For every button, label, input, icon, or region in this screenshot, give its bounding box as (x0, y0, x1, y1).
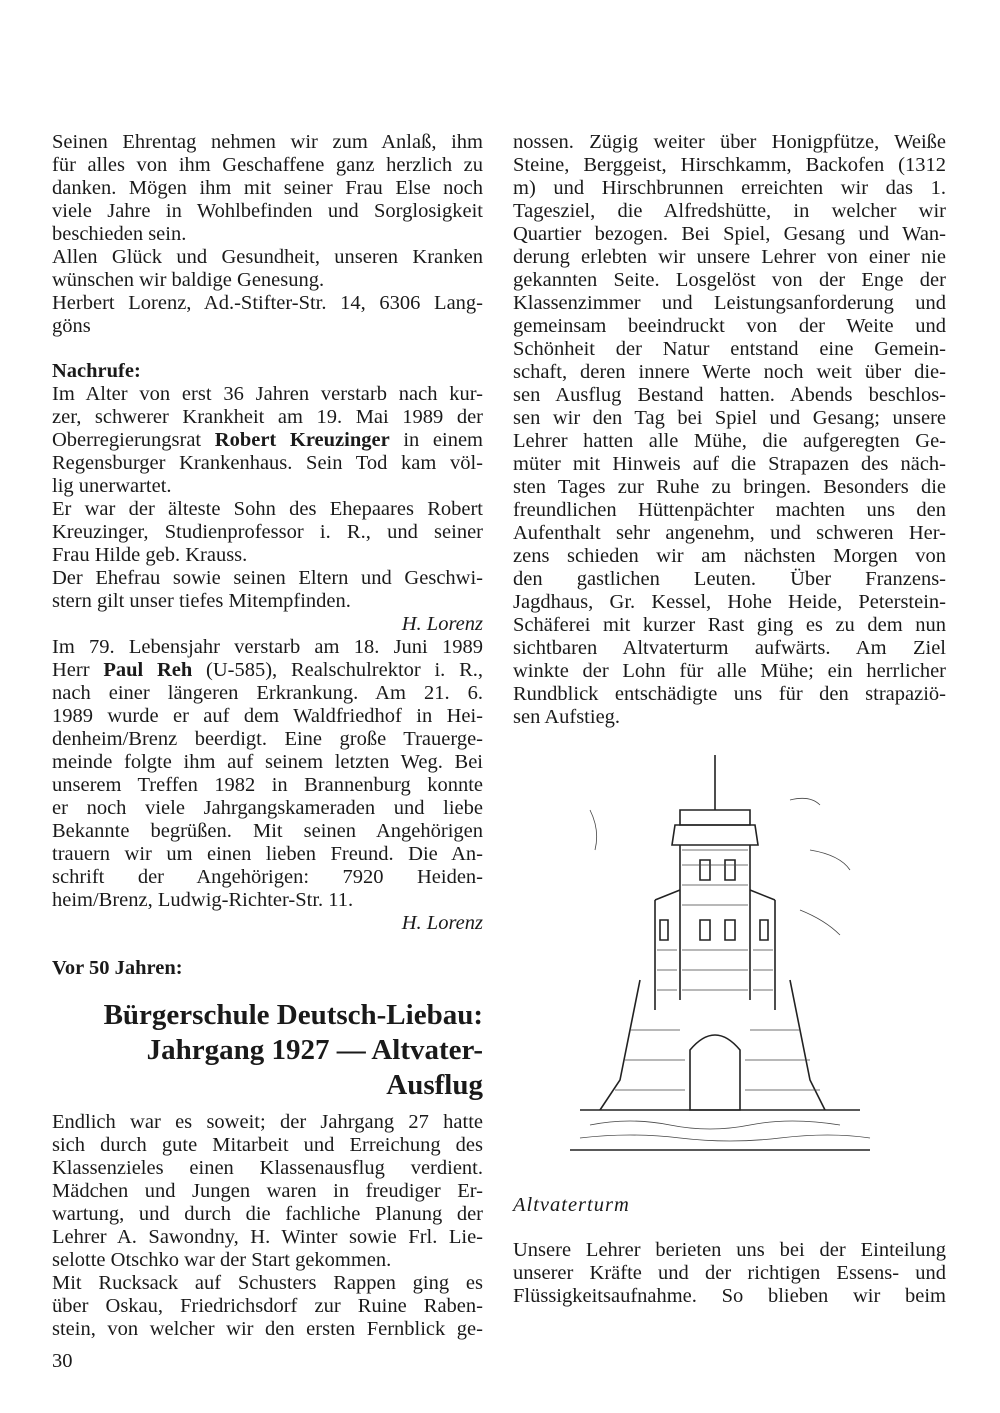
text-line: Rundblick entschädigte uns für den strapaziö- (513, 683, 946, 705)
text-segment: (U-585), Realschulrektor i. R., (192, 659, 483, 681)
article-title-line: Bürgerschule Deutsch-Liebau: (103, 999, 483, 1031)
paragraph (52, 131, 483, 246)
paragraph (52, 246, 483, 292)
text-line: Der Ehefrau sowie seinen Eltern und Geschwi- (52, 567, 483, 589)
paragraph (52, 383, 483, 498)
text-line: Tagesziel, die Alfredshütte, in welcher wir (513, 200, 946, 222)
text-line: Seinen Ehrentag nehmen wir zum Anlaß, ihm (52, 131, 483, 153)
text-line (52, 659, 483, 682)
text-line: m) und Hirschbrunnen erreichten wir das 1. (513, 177, 946, 199)
text-line: Jagdhaus, Gr. Kessel, Hohe Heide, Peterstein- (513, 591, 946, 613)
text-line: heim/Brenz, Ludwig-Richter-Str. 11. (52, 889, 354, 911)
right-column-bottom (513, 1239, 946, 1308)
text-line: winkte der Lohn für alle Mühe; ein herrlicher (513, 660, 946, 682)
text-line: viele Jahre in Wohlbefinden und Sorglosigkeit (52, 200, 483, 222)
figure-caption: Altvaterturm (513, 1194, 630, 1216)
person-name: Robert Kreuzinger (214, 429, 390, 451)
text-line: schaft, deren innere Werte noch weit über die- (513, 361, 946, 383)
text-line: Lehrer A. Sawondny, H. Winter sowie Frl. Lie- (52, 1226, 483, 1248)
text-line: er noch viele Jahrgangskameraden und liebe (52, 797, 483, 819)
section-heading: Vor 50 Jahren: (52, 957, 183, 979)
spacer (52, 935, 483, 957)
text-line: göns (52, 315, 91, 337)
text-line: Bekannte begrüßen. Mit seinen Angehörigen (52, 820, 483, 842)
text-line: Aufenthalt sehr angenehm, und schweren Her- (513, 522, 946, 544)
text-line: Herbert Lorenz, Ad.-Stifter-Str. 14, 6306 Lang- (52, 292, 483, 314)
paragraph (52, 1272, 483, 1341)
text-line: danken. Mögen ihm mit seiner Frau Else noch (52, 177, 483, 199)
text-line: Schäferei mit kurzer Rast ging es zu dem nun (513, 614, 946, 636)
spacer (52, 338, 483, 360)
text-line: Schönheit der Natur entstand eine Gemein- (513, 338, 946, 360)
person-name: Paul Reh (103, 659, 193, 681)
text-line: nossen. Zügig weiter über Honigpfütze, Weiße (513, 131, 946, 153)
text-line: meinde folgte ihm auf seinem letzten Weg. Bei (52, 751, 483, 773)
text-line: über Oskau, Friedrichsdorf zur Ruine Raben- (52, 1295, 483, 1317)
text-line: Lehrer hatten alle Mühe, die aufgeregten Ge- (513, 430, 946, 452)
text-line: zens schieden wir am nächsten Morgen von (513, 545, 946, 567)
text-line: sen Ausflug Bestand hatten. Abends beschlos- (513, 384, 946, 406)
article-title-line: Jahrgang 1927 — Altvater-Ausflug (146, 1034, 483, 1101)
text-line: Quartier bezogen. Bei Spiel, Gesang und Wan- (513, 223, 946, 245)
text-line: trauern wir um einen lieben Freund. Die An- (52, 843, 483, 865)
text-line: Er war der älteste Sohn des Ehepaares Robert (52, 498, 483, 520)
text-line: zer, schwerer Krankheit am 19. Mai 1989 der (52, 406, 483, 428)
text-line: Mit Rucksack auf Schusters Rappen ging es (52, 1272, 483, 1294)
text-segment: Oberregierungsrat (52, 429, 215, 451)
text-line: Regensburger Krankenhaus. Sein Tod kam völ- (52, 452, 483, 474)
text-line: stein, von welcher wir den ersten Fernblick ge- (52, 1318, 483, 1340)
text-line: Im Alter von erst 36 Jahren verstarb nach kur- (52, 383, 483, 405)
text-line: freundlichen Hüttenpächter machten uns den (513, 499, 946, 521)
text-line: Klassenzimmer und Leistungsanforderung und (513, 292, 946, 314)
author-signature: H. Lorenz (401, 613, 483, 635)
text-line: sich durch gute Mitarbeit und Erreichung des (52, 1134, 483, 1156)
right-column (513, 131, 946, 729)
text-line: sen wir den Tag bei Spiel und Gesang; unsere (513, 407, 946, 429)
text-line: sten Tages zur Ruhe zu bringen. Besonders die (513, 476, 946, 498)
text-line: Im 79. Lebensjahr verstarb am 18. Juni 1989 (52, 636, 483, 658)
text-line: Endlich war es soweit; der Jahrgang 27 hatte (52, 1111, 483, 1133)
text-line: gemeinsam beeindruckt von der Weite und (513, 315, 946, 337)
paragraph (52, 1111, 483, 1272)
text-line: Unsere Lehrer berieten uns bei der Einteilung (513, 1239, 946, 1261)
text-line: sichtbaren Altvaterturm aufwärts. Am Ziel (513, 637, 946, 659)
paragraph (52, 498, 483, 567)
paragraph (52, 567, 483, 613)
left-column (52, 131, 483, 1341)
text-line: beschieden sein. (52, 223, 187, 245)
paragraph (52, 636, 483, 912)
text-line: für alles von ihm Geschaffene ganz herzlich zu (52, 154, 483, 176)
section-heading: Nachrufe: (52, 360, 141, 382)
text-line: selotte Otschko war der Start gekommen. (52, 1249, 392, 1271)
page-number: 30 (52, 1350, 73, 1372)
text-line: Allen Glück und Gesundheit, unseren Kranken (52, 246, 483, 268)
text-line: müter mit Hinweis auf die Strapazen des näch- (513, 453, 946, 475)
text-line: wartung, und durch die fachliche Planung der (52, 1203, 483, 1225)
text-line: unserer Kräfte und der richtigen Essens- und (513, 1262, 946, 1284)
text-segment: Herr (52, 659, 104, 681)
text-line: schrift der Angehörigen: 7920 Heiden- (52, 866, 483, 888)
text-line: lig unerwartet. (52, 475, 172, 497)
text-line: den gastlichen Leuten. Über Franzens- (513, 568, 946, 590)
text-line (52, 429, 483, 452)
text-line: Flüssigkeitsaufnahme. So blieben wir beim (513, 1285, 946, 1307)
altvaterturm-illustration (560, 750, 880, 1190)
text-line: derung erlebten wir unsere Lehrer von einer nie (513, 246, 946, 268)
text-line: stern gilt unser tiefes Mitempfinden. (52, 590, 351, 612)
text-line: 1989 wurde er auf dem Waldfriedhof in Hei- (52, 705, 483, 727)
text-line: nach einer längeren Erkrankung. Am 21. 6. (52, 682, 483, 704)
tower-sketch-icon (560, 750, 880, 1190)
paragraph (52, 292, 483, 338)
text-line: wünschen wir baldige Genesung. (52, 269, 325, 291)
text-line: denheim/Brenz beerdigt. Eine große Trauerge- (52, 728, 483, 750)
author-signature: H. Lorenz (401, 912, 483, 934)
text-line: Klassenzieles einen Klassenausflug verdient. (52, 1157, 483, 1179)
text-line: Mädchen und Jungen waren in freudiger Er- (52, 1180, 483, 1202)
text-line: unserem Treffen 1982 in Brannenburg konnte (52, 774, 483, 796)
text-segment: in einem (389, 429, 483, 451)
text-line: Steine, Berggeist, Hirschkamm, Backofen (1312 (513, 154, 946, 176)
text-line: gekannten Seite. Losgelöst von der Enge der (513, 269, 946, 291)
paragraph (513, 1239, 946, 1308)
text-line: sen Aufstieg. (513, 706, 621, 728)
paragraph (513, 131, 946, 729)
text-line: Frau Hilde geb. Krauss. (52, 544, 248, 566)
text-line: Kreuzinger, Studienprofessor i. R., und seiner (52, 521, 483, 543)
article-title (52, 998, 483, 1103)
